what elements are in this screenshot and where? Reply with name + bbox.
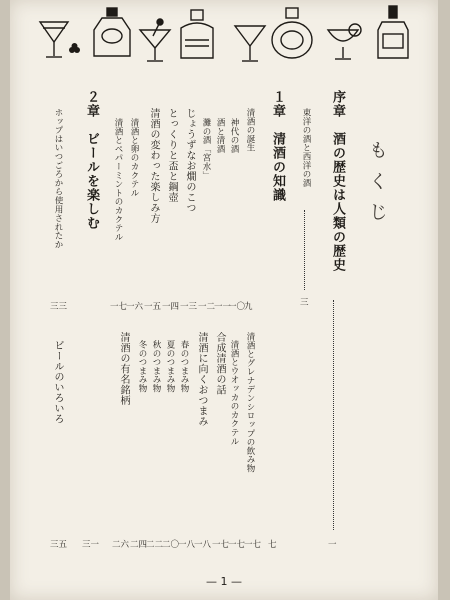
toc-entry-label: 清酒の変わった楽しみ方 [148, 108, 159, 224]
toc-entry-label: 神代の酒 [229, 118, 239, 154]
toc-entry-page: 二二 [146, 540, 164, 550]
toc-entry-label: 清酒とペパーミントのカクテル [113, 118, 123, 242]
toc-entry-page: 一八 [178, 540, 196, 550]
toc-entry-label: ホップはいつごろから使用されたか [53, 108, 63, 249]
clover-icon [69, 43, 80, 53]
toc-entry-page: 二六 [112, 540, 130, 550]
toc-entry-page: 三三 [50, 302, 68, 312]
toc-entry-page: 一七 [228, 540, 246, 550]
toc-entry-page: 一七 [244, 540, 262, 550]
leader-dots [304, 210, 305, 290]
whisky-bottle-icon [378, 6, 408, 58]
chapter-1-heading: １章 清酒の知識 [270, 90, 285, 202]
leader-dots [333, 300, 334, 530]
decanter-icon [94, 8, 130, 56]
martini-glass-icon [140, 19, 170, 61]
toc-entry-label: 合成清酒の話 [214, 332, 225, 395]
toc-entry-page: 一七 [110, 302, 128, 312]
toc-entry-page: 一一 [214, 302, 232, 312]
toc-entry-page: 二〇 [162, 540, 180, 550]
toc-entry-page: 三五 [50, 540, 68, 550]
toc-entry-page: 三 [300, 298, 309, 308]
toc-entry-label: 清酒とウオッカのカクテル [229, 340, 239, 446]
drinks-illustration [10, 0, 438, 70]
toc-entry-label: 冬のつまみ物 [137, 340, 147, 393]
toc-entry-label: 清酒とグレナデンシロップの飲み物 [245, 332, 255, 473]
toc-entry-label: 春のつまみ物 [179, 340, 189, 393]
toc-entry-page: 一四 [162, 302, 180, 312]
book-page [10, 0, 438, 600]
toc-entry-page: 一八 [194, 540, 212, 550]
page-title: もくじ [366, 140, 388, 233]
toc-entry-page: 一三 [180, 302, 198, 312]
toc-entry-label: 清酒の有名銘柄 [118, 332, 129, 406]
toc-entry-label: 清酒の誕生 [245, 108, 255, 152]
toc-entry-page: 九 [244, 302, 253, 312]
toc-entry-label: 秋のつまみ物 [151, 340, 161, 393]
page-number: — 1 — [206, 575, 242, 588]
toc-entry-label: じょうずなお燗のこつ [184, 108, 195, 213]
wine-glass-icon [328, 24, 361, 59]
chapter-1-page: 七 [268, 540, 277, 550]
toc-entry-page: 一七 [212, 540, 230, 550]
toc-entry-label: 東洋の酒と西洋の酒 [301, 108, 311, 188]
toc-entry-page: 一二 [198, 302, 216, 312]
toc-entry-label: とっくりと盃と鋼壺 [166, 108, 177, 203]
chapter-2-heading: ２章 ビールを楽しむ [84, 90, 99, 230]
toc-entry-page: 一六 [126, 302, 144, 312]
toc-entry-page: 二四 [130, 540, 148, 550]
toc-entry-page: 一〇 [228, 302, 246, 312]
fancy-bottle-icon [181, 10, 213, 58]
toc-entry-label: 清酒に向くおつまみ [196, 332, 207, 427]
toc-entry-label: 清酒と卵のカクテル [129, 118, 139, 198]
cocktail-glass-icon [40, 22, 68, 57]
cocktail-glass-icon [235, 26, 265, 61]
labeled-bottle-icon [272, 8, 312, 58]
toc-entry-label: 酒と清酒 [215, 118, 225, 154]
toc-entry-label: 灘の酒「宮水」 [201, 118, 211, 180]
preface-heading: 序章 酒の歴史は人類の歴史 [330, 90, 345, 272]
toc-entry-page: 一五 [144, 302, 162, 312]
toc-entry-label: 夏のつまみ物 [165, 340, 175, 393]
toc-entry-label: ビールのいろいろ [52, 340, 63, 424]
preface-page: 一 [328, 540, 337, 550]
chapter-2-page: 三一 [82, 540, 100, 550]
